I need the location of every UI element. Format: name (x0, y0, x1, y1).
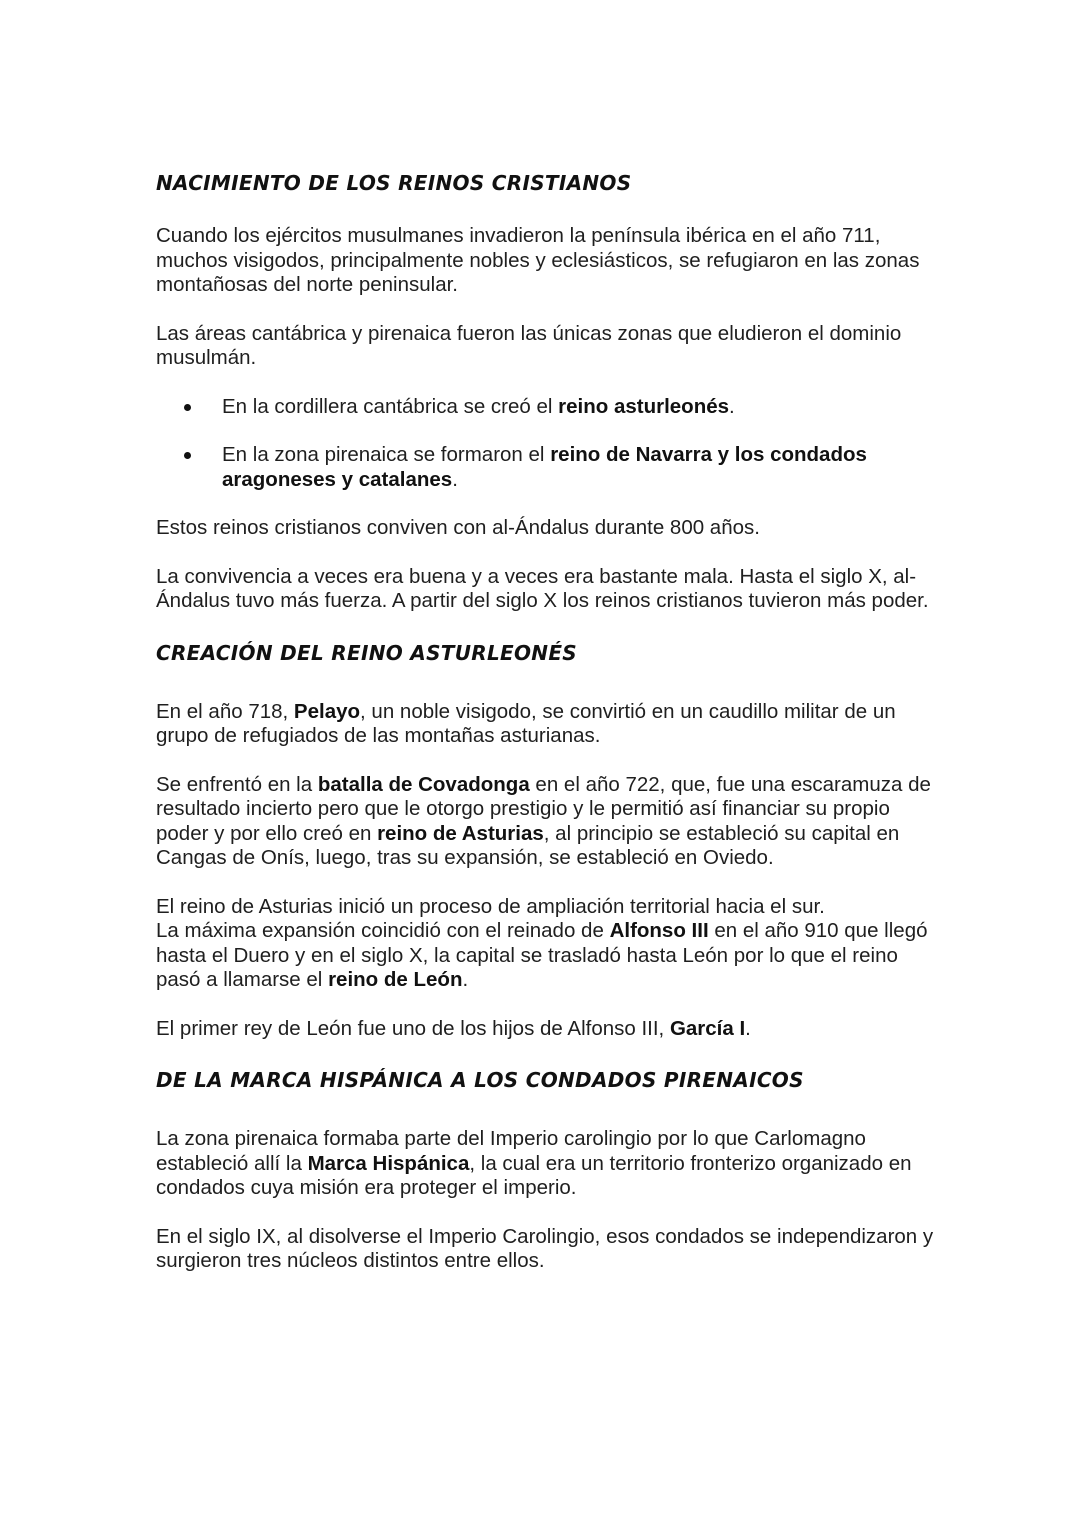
paragraph: La zona pirenaica formaba parte del Imperio carolingio por lo que Carlomagno estableció allí la Marca Hispánica, la cual era un territorio fronterizo organizado en condados cuya misión era proteger el imperio. (156, 1127, 912, 1199)
bullet-icon (184, 452, 191, 459)
paragraph: Se enfrentó en la batalla de Covadonga en el año 722, que, fue una escaramuza de resultado incierto pero que le otorgo prestigio y le permitió así financiar su propio poder y por ello creó en reino de Asturias, al principio se estableció su capital en Cangas de Onís, luego, tras su expansión, se estableció en Oviedo. (156, 772, 931, 869)
section-heading-marca-hispanica: DE LA MARCA HISPÁNICA A LOS CONDADOS PIRENAICOS (156, 1068, 804, 1092)
paragraph: En el siglo IX, al disolverse el Imperio Carolingio, esos condados se independizaron y surgieron tres núcleos distintos entre ellos. (156, 1224, 934, 1272)
paragraph: Cuando los ejércitos musulmanes invadieron la península ibérica en el año 711, muchos visigodos, principalmente nobles y eclesiásticos, se refugiaron en las zonas montañosas del norte peninsular. (156, 224, 920, 296)
list-item: En la zona pirenaica se formaron el reino de Navarra y los condados aragoneses y catalanes. (156, 443, 936, 492)
list-item: En la cordillera cantábrica se creó el reino asturleonés. (156, 395, 936, 420)
paragraph: El primer rey de León fue uno de los hijos de Alfonso III, García I. (156, 1016, 751, 1040)
document-page (156, 168, 936, 1274)
paragraph: En el año 718, Pelayo, un noble visigodo, se convirtió en un caudillo militar de un grupo de refugiados de las montañas asturianas. (156, 699, 896, 747)
paragraph: Las áreas cantábrica y pirenaica fueron las únicas zonas que eludieron el dominio musulmán. (156, 321, 902, 369)
paragraph: El reino de Asturias inició un proceso de ampliación territorial hacia el sur. La máxima expansión coincidió con el reinado de Alfonso III en el año 910 que llegó hasta el Duero y en el siglo X, la capital se trasladó hasta León por lo que el reino pasó a llamarse el reino de León. (156, 894, 928, 991)
bullet-list (156, 395, 936, 493)
bullet-icon (184, 404, 191, 411)
paragraph: La convivencia a veces era buena y a veces era bastante mala. Hasta el siglo X, al-Ándalus tuvo más fuerza. A partir del siglo X los reinos cristianos tuvieron más poder. (156, 564, 929, 612)
section-heading-creacion: CREACIÓN DEL REINO ASTURLEONÉS (156, 640, 577, 665)
section-heading-nacimiento: NACIMIENTO DE LOS REINOS CRISTIANOS (156, 171, 632, 195)
paragraph: Estos reinos cristianos conviven con al-Ándalus durante 800 años. (156, 516, 760, 539)
